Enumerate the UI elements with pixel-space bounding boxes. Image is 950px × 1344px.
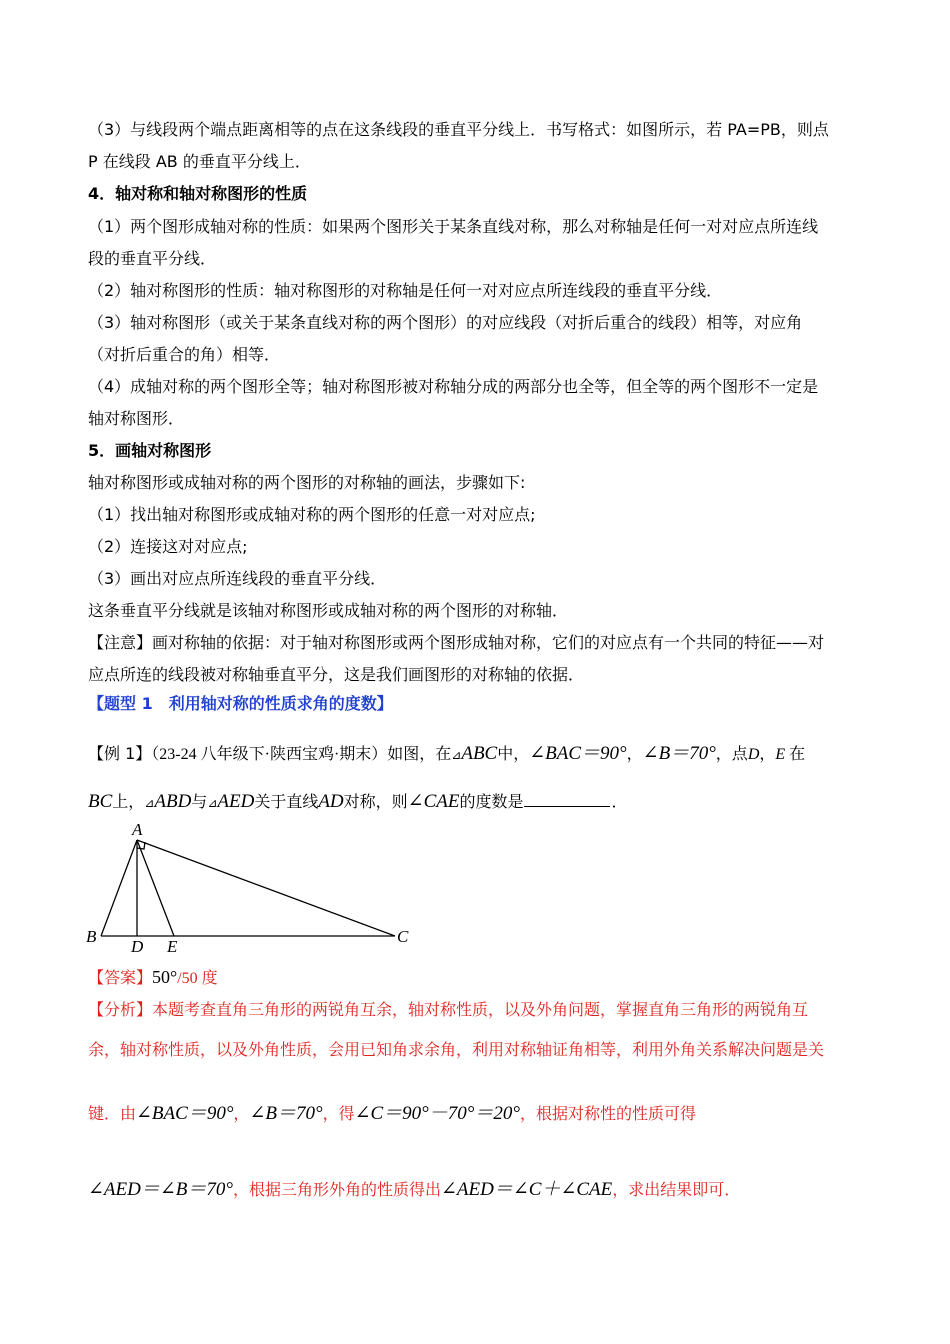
analysis-text3c: ，得 — [322, 1106, 355, 1123]
triangle-abc: ABC — [461, 743, 498, 764]
example-label: 【例 1】 — [88, 744, 152, 763]
answer-line — [88, 966, 218, 990]
analysis-line2: 余，轴对称性质，以及外角性质，会用已知角求余角，利用对称轴证角相等，利用外角关系解决问题是关 — [88, 1042, 825, 1059]
analysis-text1: 本题考查直角三角形的两锐角互余，轴对称性质，以及外角问题，掌握直角三角形的两锐角互 — [152, 1002, 809, 1019]
label-c: C — [397, 927, 409, 946]
section5-note-line1: 【注意】画对称轴的依据：对于轴对称图形或两个图形成轴对称，它们的对应点有一个共同的特征——对 — [88, 633, 825, 652]
point-text: ，点 — [715, 744, 748, 763]
triangle-abd: ABD — [154, 791, 192, 812]
section5-intro: 轴对称图形或成轴对称的两个图形的对称轴的画法，步骤如下: — [88, 473, 526, 492]
section3-item3-line2: P 在线段 AB 的垂直平分线上． — [88, 152, 311, 171]
label-e: E — [167, 937, 178, 956]
angle-bac: ∠BAC＝90° — [529, 743, 627, 764]
segment-bc: BC — [88, 791, 113, 812]
section4-p4-line1: （4）成轴对称的两个图形全等；轴对称图形被对称轴分成的两部分也全等，但全等的两个图形不一定是 — [88, 377, 819, 396]
section4-p3-line1: （3）轴对称图形（或关于某条直线对称的两个图形）的对应线段（对折后重合的线段）相等，对应角 — [88, 313, 803, 332]
section5-heading: 5．画轴对称图形 — [88, 441, 212, 460]
analysis-text3b: ， — [233, 1106, 250, 1123]
segment-ae — [137, 840, 174, 936]
point-d: D — [747, 746, 760, 763]
triangle-symbol: ⊿ — [144, 796, 155, 810]
answer-label: 【答案】 — [88, 968, 153, 987]
answer-alt: /50 度 — [177, 970, 218, 987]
answer-value: 50° — [152, 967, 178, 987]
analysis-math-c: ∠C＝90°－70°＝20° — [354, 1103, 520, 1124]
section4-p1-line2: 段的垂直平分线． — [88, 249, 217, 268]
section4-p1-line1: （1）两个图形成轴对称的性质：如果两个图形关于某条直线对称，那么对称轴是任何一对对应点所连线 — [88, 217, 819, 236]
comma: ， — [626, 744, 643, 763]
label-a: A — [132, 820, 143, 839]
point-e: E — [775, 746, 786, 763]
section4-p2: （2）轴对称图形的性质：轴对称图形的对称轴是任何一对对应点所连线段的垂直平分线． — [88, 281, 723, 300]
analysis-label: 【分析】 — [88, 1002, 153, 1019]
example-mid1: 中， — [497, 746, 530, 763]
analysis-line4 — [88, 1178, 740, 1203]
analysis-line1 — [88, 1000, 808, 1022]
zai-text: 在 — [789, 744, 806, 763]
analysis-text3d: ，根据对称性的性质可得 — [519, 1106, 696, 1123]
section5-note-line2: 应点所连的线段被对称轴垂直平分，这是我们画图形的对称轴的依据． — [88, 665, 585, 684]
label-b: B — [86, 927, 97, 946]
analysis-math-bac: ∠BAC＝90° — [136, 1103, 234, 1124]
label-d: D — [131, 937, 144, 956]
section5-step1: （1）找出轴对称图形或成轴对称的两个图形的任意一对对应点; — [88, 505, 536, 524]
dushu-text: 的度数是 — [459, 792, 524, 811]
analysis-math-b: ∠B＝70° — [249, 1103, 323, 1124]
section5-conclusion: 这条垂直平分线就是该轴对称图形或成轴对称的两个图形的对称轴． — [88, 601, 569, 620]
example-source: （23-24 八年级下·陕西宝鸡·期末）如图，在 — [151, 746, 452, 763]
segment-ab — [101, 840, 137, 936]
analysis-text4b: ，求出结果即可． — [612, 1182, 741, 1199]
yu-text: 与 — [191, 792, 208, 811]
duichen-text: 对称，则 — [343, 792, 408, 811]
line-ad: AD — [318, 791, 344, 812]
section4-p4-line2: 轴对称图形． — [88, 409, 185, 428]
end-punct: ． — [611, 792, 628, 811]
segment-ac — [137, 840, 395, 936]
example-question-line1 — [88, 742, 805, 767]
guanyu-text: 关于直线 — [254, 792, 319, 811]
shang-text: 上， — [112, 792, 145, 811]
section4-heading: 4．轴对称和轴对称图形的性质 — [88, 184, 308, 203]
section5-step2: （2）连接这对对应点; — [88, 537, 248, 556]
triangle-symbol: ⊿ — [207, 796, 218, 810]
triangle-aed: AED — [217, 791, 255, 812]
section3-item3-line1: （3）与线段两个端点距离相等的点在这条线段的垂直平分线上．书写格式：如图所示，若 PA=PB，则点 — [88, 120, 829, 139]
section5-step3: （3）画出对应点所连线段的垂直平分线． — [88, 569, 387, 588]
comma: ， — [759, 744, 776, 763]
analysis-line3 — [88, 1102, 696, 1127]
section4-p3-line2: （对折后重合的角）相等． — [88, 345, 281, 364]
analysis-math-aed: ∠AED＝∠B＝70° — [88, 1179, 233, 1200]
analysis-text3a: 键．由 — [88, 1106, 137, 1123]
answer-blank — [524, 790, 610, 807]
triangle-figure — [80, 818, 420, 960]
analysis-text4a: ，根据三角形外角的性质得出 — [232, 1182, 441, 1199]
angle-b: ∠B＝70° — [642, 743, 716, 764]
example-question-line2 — [88, 790, 628, 815]
analysis-math-exterior: ∠AED＝∠C＋∠CAE — [441, 1179, 613, 1200]
triangle-symbol: ⊿ — [451, 748, 462, 762]
angle-cae: ∠CAE — [407, 791, 460, 812]
topic-title: 【题型 1 利用轴对称的性质求角的度数】 — [88, 694, 393, 713]
